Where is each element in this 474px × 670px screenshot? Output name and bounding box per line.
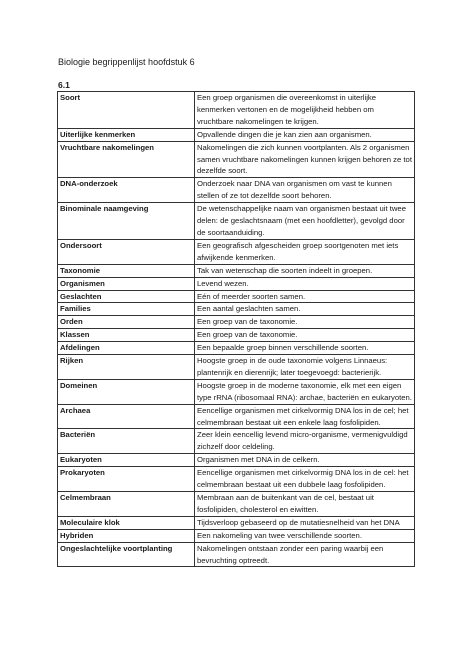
table-row xyxy=(58,404,415,429)
definition-cell: Een nakomeling van twee verschillende soorten. xyxy=(195,529,415,542)
table-row xyxy=(58,379,415,404)
glossary-body xyxy=(58,92,415,567)
term-cell: Organismen xyxy=(58,277,195,290)
definition-cell: Een groep organismen die overeenkomst in uiterlijke kenmerken vertonen en de mogelijkheid hebben om vruchtbare nakomelingen te krijgen. xyxy=(195,92,415,129)
term-cell: DNA-onderzoek xyxy=(58,178,195,203)
term-cell: Celmembraan xyxy=(58,492,195,517)
definition-cell: Organismen met DNA in de celkern. xyxy=(195,454,415,467)
table-row xyxy=(58,516,415,529)
table-row xyxy=(58,178,415,203)
table-row xyxy=(58,316,415,329)
table-row xyxy=(58,429,415,454)
definition-cell: Eencellige organismen met cirkelvormig DNA los in de cel: het celmembraan bestaat uit een dubbele laag fosfolipiden. xyxy=(195,467,415,492)
term-cell: Binominale naamgeving xyxy=(58,203,195,240)
term-cell: Moleculaire klok xyxy=(58,516,195,529)
term-cell: Afdelingen xyxy=(58,342,195,355)
table-row xyxy=(58,141,415,178)
table-row xyxy=(58,303,415,316)
term-cell: Bacteriën xyxy=(58,429,195,454)
term-cell: Ongeslachtelijke voortplanting xyxy=(58,542,195,567)
term-cell: Domeinen xyxy=(58,379,195,404)
definition-cell: Onderzoek naar DNA van organismen om vast te kunnen stellen of ze tot dezelfde soort behoren. xyxy=(195,178,415,203)
term-cell: Prokaryoten xyxy=(58,467,195,492)
term-cell: Orden xyxy=(58,316,195,329)
term-cell: Rijken xyxy=(58,355,195,380)
definition-cell: Membraan aan de buitenkant van de cel, bestaat uit fosfolipiden, cholesterol en eiwitten. xyxy=(195,492,415,517)
table-row xyxy=(58,492,415,517)
definition-cell: Eén of meerder soorten samen. xyxy=(195,290,415,303)
table-row xyxy=(58,92,415,129)
table-row xyxy=(58,277,415,290)
table-row xyxy=(58,290,415,303)
definition-cell: Een bepaalde groep binnen verschillende soorten. xyxy=(195,342,415,355)
definition-cell: Zeer klein eencellig levend micro-organisme, vermenigvuldigd zichzelf door celdeling. xyxy=(195,429,415,454)
definition-cell: Nakomelingen die zich kunnen voortplanten. Als 2 organismen samen vruchtbare nakomelingen kunnen krijgen behoren ze tot dezelfde soort. xyxy=(195,141,415,178)
term-cell: Taxonomie xyxy=(58,264,195,277)
table-row xyxy=(58,467,415,492)
table-row xyxy=(58,542,415,567)
table-row xyxy=(58,128,415,141)
table-row xyxy=(58,529,415,542)
definition-cell: Levend wezen. xyxy=(195,277,415,290)
term-cell: Archaea xyxy=(58,404,195,429)
definition-cell: Tijdsverloop gebaseerd op de mutatiesnelheid van het DNA xyxy=(195,516,415,529)
table-row xyxy=(58,329,415,342)
table-row xyxy=(58,454,415,467)
document-title: Biologie begrippenlijst hoofdstuk 6 xyxy=(58,57,195,67)
definition-cell: Hoogste groep in de moderne taxonomie, elk met een eigen type rRNA (ribosomaal RNA): archae, bacteriën en eukaryoten. xyxy=(195,379,415,404)
definition-cell: Hoogste groep in de oude taxonomie volgens Linnaeus: plantenrijk en dierenrijk; later toegevoegd: bacterierijk. xyxy=(195,355,415,380)
definition-cell: Eencellige organismen met cirkelvormig DNA los in de cel; het celmembraan bestaat uit een enkele laag fosfolipiden. xyxy=(195,404,415,429)
table-row xyxy=(58,342,415,355)
term-cell: Hybriden xyxy=(58,529,195,542)
table-row xyxy=(58,264,415,277)
table-row xyxy=(58,203,415,240)
term-cell: Families xyxy=(58,303,195,316)
definition-cell: Een groep van de taxonomie. xyxy=(195,316,415,329)
term-cell: Klassen xyxy=(58,329,195,342)
table-row xyxy=(58,355,415,380)
definition-cell: Nakomelingen ontstaan zonder een paring waarbij een bevruchting optreedt. xyxy=(195,542,415,567)
term-cell: Eukaryoten xyxy=(58,454,195,467)
term-cell: Ondersoort xyxy=(58,239,195,264)
glossary-table xyxy=(57,91,415,567)
term-cell: Vruchtbare nakomelingen xyxy=(58,141,195,178)
term-cell: Soort xyxy=(58,92,195,129)
definition-cell: De wetenschappelijke naam van organismen bestaat uit twee delen: de geslachtsnaam (met een hoofdletter), gevolgd door de soortaanduiding. xyxy=(195,203,415,240)
section-heading: 6.1 xyxy=(58,80,70,90)
definition-cell: Een geografisch afgescheiden groep soortgenoten met iets afwijkende kenmerken. xyxy=(195,239,415,264)
definition-cell: Een groep van de taxonomie. xyxy=(195,329,415,342)
definition-cell: Tak van wetenschap die soorten indeelt in groepen. xyxy=(195,264,415,277)
definition-cell: Opvallende dingen die je kan zien aan organismen. xyxy=(195,128,415,141)
table-row xyxy=(58,239,415,264)
definition-cell: Een aantal geslachten samen. xyxy=(195,303,415,316)
term-cell: Geslachten xyxy=(58,290,195,303)
term-cell: Uiterlijke kenmerken xyxy=(58,128,195,141)
